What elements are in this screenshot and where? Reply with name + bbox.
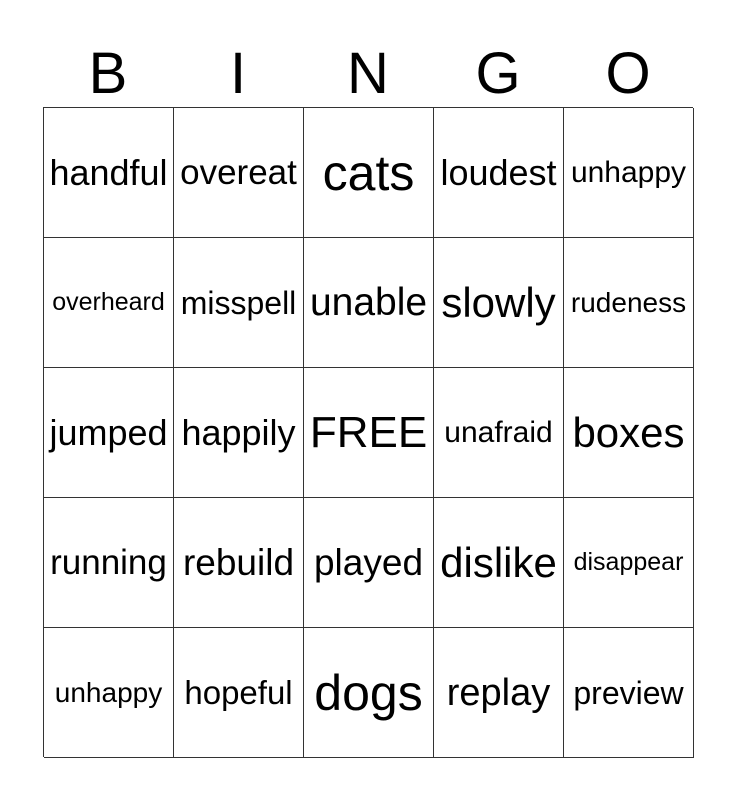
bingo-cell[interactable]: [434, 628, 564, 758]
bingo-cell[interactable]: [44, 498, 174, 628]
cell-word: jumped: [49, 411, 168, 453]
bingo-cell[interactable]: [44, 368, 174, 498]
bingo-cell[interactable]: [304, 498, 434, 628]
bingo-cell[interactable]: [174, 498, 304, 628]
cell-word: replay: [446, 671, 551, 714]
cell-word: disappear: [573, 548, 684, 576]
bingo-cell[interactable]: [44, 238, 174, 368]
cell-word: rebuild: [182, 542, 295, 583]
cell-word: running: [50, 543, 167, 582]
bingo-cell[interactable]: [304, 628, 434, 758]
cell-word: hopeful: [184, 674, 293, 711]
cell-word: happily: [181, 411, 296, 453]
cell-word: slowly: [441, 278, 556, 326]
cell-word: dislike: [440, 538, 557, 586]
cell-word: played: [313, 542, 424, 583]
header-letter-b: B: [88, 41, 128, 106]
bingo-cell[interactable]: [564, 108, 694, 238]
cell-word: loudest: [440, 151, 557, 193]
cell-word: misspell: [180, 284, 297, 321]
cell-word: dogs: [314, 664, 423, 721]
bingo-cell[interactable]: [434, 498, 564, 628]
cell-word: unafraid: [444, 415, 553, 449]
bingo-cell[interactable]: [174, 628, 304, 758]
bingo-header: [43, 40, 693, 108]
cell-word: overeat: [180, 153, 297, 192]
bingo-cell[interactable]: [564, 628, 694, 758]
bingo-cell[interactable]: [174, 368, 304, 498]
bingo-cell[interactable]: [304, 238, 434, 368]
free-space-cell[interactable]: [304, 368, 434, 498]
cell-word: unhappy: [570, 155, 687, 189]
cell-word: cats: [322, 144, 415, 201]
bingo-cell[interactable]: [44, 108, 174, 238]
bingo-board: [43, 107, 693, 757]
cell-word: overheard: [52, 288, 165, 316]
bingo-cell[interactable]: [44, 628, 174, 758]
header-letter-i: I: [229, 41, 247, 106]
bingo-cell[interactable]: [564, 238, 694, 368]
bingo-cell[interactable]: [434, 368, 564, 498]
header-letter-g: G: [475, 41, 521, 106]
bingo-cell[interactable]: [564, 498, 694, 628]
bingo-cell[interactable]: [564, 368, 694, 498]
cell-word: handful: [49, 151, 168, 193]
cell-word: boxes: [572, 408, 685, 456]
bingo-cell[interactable]: [174, 108, 304, 238]
free-space-label: FREE: [309, 407, 428, 457]
cell-word: rudeness: [570, 286, 687, 318]
bingo-cell[interactable]: [174, 238, 304, 368]
header-letter-o: O: [605, 41, 651, 106]
bingo-cell[interactable]: [434, 108, 564, 238]
cell-word: unable: [309, 281, 428, 324]
cell-word: preview: [573, 674, 684, 711]
header-letter-n: N: [347, 41, 389, 106]
bingo-cell[interactable]: [434, 238, 564, 368]
bingo-cell[interactable]: [304, 108, 434, 238]
cell-word: unhappy: [54, 676, 163, 708]
